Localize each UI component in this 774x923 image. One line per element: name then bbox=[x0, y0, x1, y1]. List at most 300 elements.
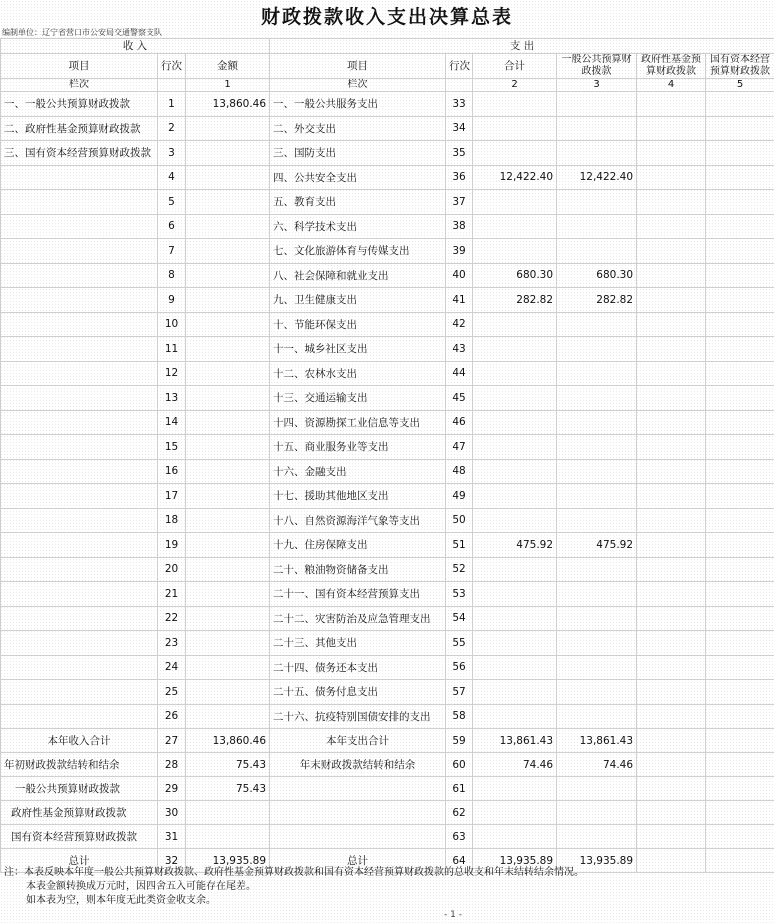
income-amount-cell bbox=[186, 704, 270, 729]
expense-total-header: 合计 bbox=[473, 54, 557, 79]
expense-item-cell: 十五、商业服务业等支出 bbox=[270, 435, 446, 460]
income-item-cell bbox=[1, 337, 158, 362]
expense-total-cell bbox=[473, 337, 557, 362]
table-row bbox=[1, 631, 774, 656]
expense-item-cell: 十八、自然资源海洋气象等支出 bbox=[270, 508, 446, 533]
income-row-no-cell: 11 bbox=[158, 337, 186, 362]
expense-row-no-cell: 51 bbox=[446, 533, 473, 558]
income-row-no-cell: 23 bbox=[158, 631, 186, 656]
income-row-no-cell: 29 bbox=[158, 777, 186, 801]
gov-fund-cell bbox=[637, 410, 706, 435]
gov-fund-cell bbox=[637, 312, 706, 337]
state-capital-cell bbox=[706, 849, 774, 873]
expense-item-cell: 六、科学技术支出 bbox=[270, 214, 446, 239]
income-amount-cell: 75.43 bbox=[186, 777, 270, 801]
expense-item-cell: 四、公共安全支出 bbox=[270, 165, 446, 190]
gov-fund-cell bbox=[637, 165, 706, 190]
lane-3: 3 bbox=[557, 79, 637, 92]
income-amount-cell: 13,935.89 bbox=[186, 849, 270, 873]
expense-row-no-cell: 43 bbox=[446, 337, 473, 362]
income-item-cell: 年初财政拨款结转和结余 bbox=[1, 753, 158, 777]
table-row bbox=[1, 165, 774, 190]
income-amount-cell bbox=[186, 214, 270, 239]
income-row-no-cell: 14 bbox=[158, 410, 186, 435]
income-amount-cell bbox=[186, 386, 270, 411]
income-section-header: 收 入 bbox=[1, 39, 270, 54]
income-row-no-cell: 28 bbox=[158, 753, 186, 777]
income-row-no-cell: 4 bbox=[158, 165, 186, 190]
income-item-cell bbox=[1, 606, 158, 631]
expense-item-cell: 七、文化旅游体育与传媒支出 bbox=[270, 239, 446, 264]
income-item-cell: 政府性基金预算财政拨款 bbox=[1, 801, 158, 825]
income-amount-cell bbox=[186, 801, 270, 825]
expense-total-cell bbox=[473, 582, 557, 607]
income-amount-cell bbox=[186, 825, 270, 849]
gov-fund-cell bbox=[637, 386, 706, 411]
expense-item-cell: 十、节能环保支出 bbox=[270, 312, 446, 337]
income-item-cell bbox=[1, 214, 158, 239]
expense-row-no-cell: 38 bbox=[446, 214, 473, 239]
gov-fund-cell bbox=[637, 557, 706, 582]
expense-item-cell: 十二、农林水支出 bbox=[270, 361, 446, 386]
income-item-cell bbox=[1, 582, 158, 607]
income-amount-cell bbox=[186, 582, 270, 607]
income-row-no-cell: 2 bbox=[158, 116, 186, 141]
general-budget-cell bbox=[557, 631, 637, 656]
expense-row-no-cell: 58 bbox=[446, 704, 473, 729]
income-row-no-cell: 24 bbox=[158, 655, 186, 680]
expense-item-cell: 五、教育支出 bbox=[270, 190, 446, 215]
income-amount-cell bbox=[186, 312, 270, 337]
state-capital-cell bbox=[706, 655, 774, 680]
gov-fund-cell bbox=[637, 92, 706, 117]
expense-item-cell: 二十六、抗疫特别国债安排的支出 bbox=[270, 704, 446, 729]
detail-rows bbox=[1, 92, 774, 729]
expense-item-cell: 九、卫生健康支出 bbox=[270, 288, 446, 313]
state-capital-cell bbox=[706, 753, 774, 777]
table-row bbox=[1, 777, 774, 801]
general-budget-cell bbox=[557, 312, 637, 337]
income-item-cell bbox=[1, 484, 158, 509]
income-row-no-cell: 13 bbox=[158, 386, 186, 411]
gov-fund-cell bbox=[637, 533, 706, 558]
table-row bbox=[1, 214, 774, 239]
expense-lane-label: 栏次 bbox=[270, 79, 446, 92]
income-row-no-cell: 20 bbox=[158, 557, 186, 582]
income-amount-cell bbox=[186, 361, 270, 386]
state-capital-cell bbox=[706, 312, 774, 337]
income-row-no-cell: 1 bbox=[158, 92, 186, 117]
expense-total-cell: 74.46 bbox=[473, 753, 557, 777]
state-capital-cell bbox=[706, 533, 774, 558]
expense-total-cell: 282.82 bbox=[473, 288, 557, 313]
expense-row-no-cell: 35 bbox=[446, 141, 473, 166]
expense-item-cell: 十六、金融支出 bbox=[270, 459, 446, 484]
expense-row-no-cell: 49 bbox=[446, 484, 473, 509]
expense-row-no-cell: 34 bbox=[446, 116, 473, 141]
expense-row-no-cell: 33 bbox=[446, 92, 473, 117]
expense-item-cell bbox=[270, 825, 446, 849]
expense-total-cell bbox=[473, 435, 557, 460]
state-capital-cell bbox=[706, 680, 774, 705]
state-capital-cell bbox=[706, 606, 774, 631]
income-amount-cell bbox=[186, 141, 270, 166]
state-capital-cell bbox=[706, 631, 774, 656]
expense-total-cell bbox=[473, 214, 557, 239]
income-amount-cell bbox=[186, 190, 270, 215]
income-row-no-cell: 15 bbox=[158, 435, 186, 460]
income-row-no-cell: 17 bbox=[158, 484, 186, 509]
table-row bbox=[1, 312, 774, 337]
income-row-no-cell: 3 bbox=[158, 141, 186, 166]
general-budget-cell: 12,422.40 bbox=[557, 165, 637, 190]
income-amount-header: 金额 bbox=[186, 54, 270, 79]
gov-fund-cell bbox=[637, 606, 706, 631]
expense-item-cell: 二、外交支出 bbox=[270, 116, 446, 141]
gov-fund-cell bbox=[637, 435, 706, 460]
footnote: 本表金额转换成万元时，因四舍五入可能存在尾差。 bbox=[26, 881, 256, 892]
income-row-no-cell: 19 bbox=[158, 533, 186, 558]
expense-total-cell bbox=[473, 459, 557, 484]
state-capital-header: 国有资本经营预算财政拨款 bbox=[706, 54, 774, 79]
income-row-no-cell: 7 bbox=[158, 239, 186, 264]
gov-fund-cell bbox=[637, 680, 706, 705]
income-amount-cell bbox=[186, 631, 270, 656]
income-item-cell: 二、政府性基金预算财政拨款 bbox=[1, 116, 158, 141]
income-item-cell: 总计 bbox=[1, 849, 158, 873]
lane-4: 4 bbox=[637, 79, 706, 92]
table-row bbox=[1, 704, 774, 729]
gov-fund-cell bbox=[637, 190, 706, 215]
gov-fund-cell bbox=[637, 239, 706, 264]
expense-item-cell: 八、社会保障和就业支出 bbox=[270, 263, 446, 288]
income-amount-cell bbox=[186, 263, 270, 288]
state-capital-cell bbox=[706, 288, 774, 313]
income-item-cell bbox=[1, 410, 158, 435]
state-capital-cell bbox=[706, 214, 774, 239]
footnote: 如本表为空，则本年度无此类资金收支余。 bbox=[26, 895, 216, 906]
general-budget-cell bbox=[557, 582, 637, 607]
expense-item-cell: 一、一般公共服务支出 bbox=[270, 92, 446, 117]
table-row bbox=[1, 606, 774, 631]
state-capital-cell bbox=[706, 825, 774, 849]
table-row bbox=[1, 410, 774, 435]
table-row bbox=[1, 337, 774, 362]
state-capital-cell bbox=[706, 557, 774, 582]
general-budget-cell bbox=[557, 190, 637, 215]
income-row-no-cell: 21 bbox=[158, 582, 186, 607]
gov-fund-cell bbox=[637, 631, 706, 656]
expense-row-no-cell: 59 bbox=[446, 729, 473, 753]
footnotes bbox=[4, 866, 584, 908]
general-budget-cell bbox=[557, 825, 637, 849]
general-budget-cell bbox=[557, 239, 637, 264]
expense-row-no-cell: 46 bbox=[446, 410, 473, 435]
general-budget-cell: 475.92 bbox=[557, 533, 637, 558]
general-budget-cell bbox=[557, 801, 637, 825]
state-capital-cell bbox=[706, 435, 774, 460]
expense-total-cell bbox=[473, 825, 557, 849]
expense-total-cell: 12,422.40 bbox=[473, 165, 557, 190]
page-number: - 1 - bbox=[444, 910, 462, 920]
table-row bbox=[1, 435, 774, 460]
table-row bbox=[1, 361, 774, 386]
income-row-no-cell: 22 bbox=[158, 606, 186, 631]
table-row bbox=[1, 825, 774, 849]
state-capital-cell bbox=[706, 729, 774, 753]
expense-row-no-header: 行次 bbox=[446, 54, 473, 79]
table-row bbox=[1, 557, 774, 582]
table-row bbox=[1, 263, 774, 288]
state-capital-cell bbox=[706, 165, 774, 190]
general-budget-cell bbox=[557, 337, 637, 362]
gov-fund-cell bbox=[637, 337, 706, 362]
income-item-cell: 本年收入合计 bbox=[1, 729, 158, 753]
income-amount-cell bbox=[186, 655, 270, 680]
income-row-no-cell: 12 bbox=[158, 361, 186, 386]
gov-fund-header: 政府性基金预算财政拨款 bbox=[637, 54, 706, 79]
expense-row-no-cell: 54 bbox=[446, 606, 473, 631]
expense-total-cell bbox=[473, 777, 557, 801]
general-budget-cell: 13,861.43 bbox=[557, 729, 637, 753]
gov-fund-cell bbox=[637, 655, 706, 680]
expense-total-cell bbox=[473, 801, 557, 825]
table-row bbox=[1, 141, 774, 166]
expense-item-cell: 年末财政拨款结转和结余 bbox=[270, 753, 446, 777]
expense-total-cell bbox=[473, 704, 557, 729]
expense-total-cell bbox=[473, 92, 557, 117]
expense-total-cell: 13,935.89 bbox=[473, 849, 557, 873]
footnote: 注：本表反映本年度一般公共预算财政拨款、政府性基金预算财政拨款和国有资本经营预算财政拨款的总收支和年末结转结余情况。 bbox=[4, 867, 584, 878]
income-amount-cell bbox=[186, 239, 270, 264]
expense-row-no-cell: 36 bbox=[446, 165, 473, 190]
income-row-no-cell: 16 bbox=[158, 459, 186, 484]
gov-fund-cell bbox=[637, 582, 706, 607]
expense-total-cell bbox=[473, 239, 557, 264]
gov-fund-cell bbox=[637, 777, 706, 801]
expense-item-cell: 本年支出合计 bbox=[270, 729, 446, 753]
state-capital-cell bbox=[706, 386, 774, 411]
expense-row-no-cell: 41 bbox=[446, 288, 473, 313]
expense-total-cell: 13,861.43 bbox=[473, 729, 557, 753]
income-amount-cell bbox=[186, 116, 270, 141]
income-amount-cell bbox=[186, 165, 270, 190]
expense-item-cell: 十一、城乡社区支出 bbox=[270, 337, 446, 362]
expense-item-cell: 十三、交通运输支出 bbox=[270, 386, 446, 411]
income-item-cell bbox=[1, 435, 158, 460]
lane-5: 5 bbox=[706, 79, 774, 92]
income-item-cell bbox=[1, 239, 158, 264]
expense-total-cell bbox=[473, 386, 557, 411]
expense-row-no-cell: 45 bbox=[446, 386, 473, 411]
income-row-no-cell: 30 bbox=[158, 801, 186, 825]
gov-fund-cell bbox=[637, 729, 706, 753]
income-item-cell bbox=[1, 312, 158, 337]
table-row bbox=[1, 680, 774, 705]
income-amount-cell bbox=[186, 508, 270, 533]
income-amount-cell bbox=[186, 484, 270, 509]
gov-fund-cell bbox=[637, 141, 706, 166]
lane-empty bbox=[446, 79, 473, 92]
state-capital-cell bbox=[706, 141, 774, 166]
gov-fund-cell bbox=[637, 116, 706, 141]
income-item-cell bbox=[1, 655, 158, 680]
expense-row-no-cell: 63 bbox=[446, 825, 473, 849]
table-header bbox=[1, 39, 774, 92]
expense-total-cell bbox=[473, 508, 557, 533]
gov-fund-cell bbox=[637, 849, 706, 873]
state-capital-cell bbox=[706, 410, 774, 435]
expense-row-no-cell: 61 bbox=[446, 777, 473, 801]
expense-row-no-cell: 56 bbox=[446, 655, 473, 680]
expense-item-cell: 十四、资源勘探工业信息等支出 bbox=[270, 410, 446, 435]
expense-row-no-cell: 47 bbox=[446, 435, 473, 460]
general-budget-cell bbox=[557, 361, 637, 386]
general-budget-header: 一般公共预算财政拨款 bbox=[557, 54, 637, 79]
state-capital-cell bbox=[706, 801, 774, 825]
income-row-no-cell: 10 bbox=[158, 312, 186, 337]
general-budget-cell bbox=[557, 92, 637, 117]
income-amount-cell: 13,860.46 bbox=[186, 92, 270, 117]
expense-row-no-cell: 50 bbox=[446, 508, 473, 533]
general-budget-cell bbox=[557, 141, 637, 166]
expense-row-no-cell: 48 bbox=[446, 459, 473, 484]
income-amount-cell bbox=[186, 606, 270, 631]
general-budget-cell bbox=[557, 484, 637, 509]
income-item-cell bbox=[1, 557, 158, 582]
income-item-cell bbox=[1, 190, 158, 215]
expense-total-cell bbox=[473, 116, 557, 141]
total-rows bbox=[1, 729, 774, 873]
general-budget-cell: 282.82 bbox=[557, 288, 637, 313]
income-amount-cell bbox=[186, 533, 270, 558]
income-item-cell: 国有资本经营预算财政拨款 bbox=[1, 825, 158, 849]
general-budget-cell bbox=[557, 704, 637, 729]
expense-row-no-cell: 53 bbox=[446, 582, 473, 607]
income-row-no-cell: 8 bbox=[158, 263, 186, 288]
general-budget-cell bbox=[557, 606, 637, 631]
expense-item-cell: 总计 bbox=[270, 849, 446, 873]
expense-total-cell bbox=[473, 190, 557, 215]
expense-row-no-cell: 39 bbox=[446, 239, 473, 264]
expense-item-cell: 二十五、债务付息支出 bbox=[270, 680, 446, 705]
expense-item-cell: 十九、住房保障支出 bbox=[270, 533, 446, 558]
income-item-cell bbox=[1, 165, 158, 190]
table-row bbox=[1, 655, 774, 680]
table-row bbox=[1, 753, 774, 777]
income-amount-cell bbox=[186, 459, 270, 484]
expense-total-cell bbox=[473, 312, 557, 337]
table-row bbox=[1, 239, 774, 264]
gov-fund-cell bbox=[637, 753, 706, 777]
general-budget-cell bbox=[557, 680, 637, 705]
general-budget-cell: 74.46 bbox=[557, 753, 637, 777]
table-row bbox=[1, 92, 774, 117]
expense-row-no-cell: 42 bbox=[446, 312, 473, 337]
income-row-no-cell: 31 bbox=[158, 825, 186, 849]
gov-fund-cell bbox=[637, 459, 706, 484]
lane-2: 2 bbox=[473, 79, 557, 92]
general-budget-cell bbox=[557, 777, 637, 801]
income-row-no-cell: 27 bbox=[158, 729, 186, 753]
expense-item-cell: 十七、援助其他地区支出 bbox=[270, 484, 446, 509]
income-item-cell: 一、一般公共预算财政拨款 bbox=[1, 92, 158, 117]
table-row bbox=[1, 508, 774, 533]
expense-total-cell bbox=[473, 631, 557, 656]
expense-total-cell bbox=[473, 655, 557, 680]
general-budget-cell: 680.30 bbox=[557, 263, 637, 288]
income-amount-cell bbox=[186, 337, 270, 362]
expense-item-cell: 二十二、灾害防治及应急管理支出 bbox=[270, 606, 446, 631]
general-budget-cell bbox=[557, 435, 637, 460]
expense-section-header: 支 出 bbox=[270, 39, 774, 54]
state-capital-cell bbox=[706, 239, 774, 264]
gov-fund-cell bbox=[637, 484, 706, 509]
expense-row-no-cell: 37 bbox=[446, 190, 473, 215]
expense-row-no-cell: 64 bbox=[446, 849, 473, 873]
lane-1: 1 bbox=[186, 79, 270, 92]
expense-total-cell bbox=[473, 410, 557, 435]
gov-fund-cell bbox=[637, 361, 706, 386]
table-row bbox=[1, 533, 774, 558]
income-amount-cell: 13,860.46 bbox=[186, 729, 270, 753]
income-row-no-header: 行次 bbox=[158, 54, 186, 79]
expense-item-cell: 三、国防支出 bbox=[270, 141, 446, 166]
expense-total-cell bbox=[473, 361, 557, 386]
income-item-cell: 一般公共预算财政拨款 bbox=[1, 777, 158, 801]
expense-item-cell: 二十一、国有资本经营预算支出 bbox=[270, 582, 446, 607]
income-row-no-cell: 32 bbox=[158, 849, 186, 873]
state-capital-cell bbox=[706, 704, 774, 729]
gov-fund-cell bbox=[637, 508, 706, 533]
table-row bbox=[1, 288, 774, 313]
table-row bbox=[1, 801, 774, 825]
gov-fund-cell bbox=[637, 214, 706, 239]
general-budget-cell bbox=[557, 508, 637, 533]
gov-fund-cell bbox=[637, 704, 706, 729]
income-item-cell: 三、国有资本经营预算财政拨款 bbox=[1, 141, 158, 166]
general-budget-cell: 13,935.89 bbox=[557, 849, 637, 873]
income-amount-cell bbox=[186, 435, 270, 460]
unit-label: 编制单位：辽宁省营口市公安局交通警察支队 bbox=[2, 28, 162, 37]
gov-fund-cell bbox=[637, 263, 706, 288]
table-row bbox=[1, 729, 774, 753]
income-row-no-cell: 18 bbox=[158, 508, 186, 533]
expense-item-header: 项目 bbox=[270, 54, 446, 79]
expense-total-cell bbox=[473, 606, 557, 631]
expense-total-cell: 475.92 bbox=[473, 533, 557, 558]
general-budget-cell bbox=[557, 386, 637, 411]
income-item-cell bbox=[1, 459, 158, 484]
state-capital-cell bbox=[706, 337, 774, 362]
income-row-no-cell: 26 bbox=[158, 704, 186, 729]
expense-total-cell bbox=[473, 484, 557, 509]
lane-empty bbox=[158, 79, 186, 92]
general-budget-cell bbox=[557, 116, 637, 141]
income-row-no-cell: 6 bbox=[158, 214, 186, 239]
expense-row-no-cell: 60 bbox=[446, 753, 473, 777]
income-amount-cell bbox=[186, 288, 270, 313]
expense-total-cell bbox=[473, 141, 557, 166]
expense-item-cell bbox=[270, 777, 446, 801]
income-row-no-cell: 9 bbox=[158, 288, 186, 313]
income-item-cell bbox=[1, 704, 158, 729]
gov-fund-cell bbox=[637, 825, 706, 849]
expense-item-cell bbox=[270, 801, 446, 825]
state-capital-cell bbox=[706, 116, 774, 141]
income-amount-cell bbox=[186, 680, 270, 705]
table-row bbox=[1, 484, 774, 509]
